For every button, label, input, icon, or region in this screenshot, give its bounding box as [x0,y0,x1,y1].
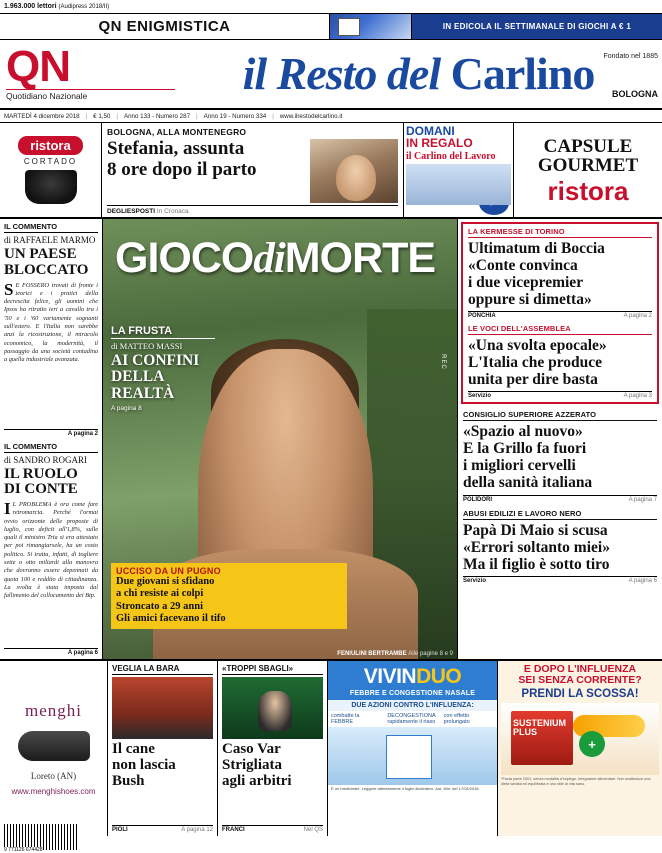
vivinduo-benefit-2: DECONGESTIONA rapidamente il naso [387,713,436,725]
bottom-story-2-line2: Strigliata [222,756,282,773]
right-story-3-line2: E la Grillo fa fuori [463,440,587,458]
right-story-1[interactable] [461,222,659,404]
right-story-3-page-ref[interactable]: A pagina 7 [628,496,657,503]
enigmistica-promo-bar [0,14,662,40]
summary-line3: Stroncato a 29 anni [116,600,204,612]
right-story-2-byline: Servizio [468,393,492,400]
right-story-1-kicker: LA KERMESSE DI TORINO [468,227,652,238]
bottom-story-1-byline: PIOLI [112,827,128,833]
vivinduo-benefits [328,711,497,727]
sustenium-brand-name: SUSTENIUM [513,718,567,729]
frusta-author: di MATTEO MASSI [111,341,183,351]
right-story-1-footer [468,311,652,319]
lead-headline-line2: 8 ore dopo il parto [107,158,257,180]
ristora-subbrand: CORTADO [23,157,78,166]
photo-credit-author: FENIULINI BERTRAMBE [337,651,407,657]
right-story-4[interactable] [458,506,662,587]
menghi-ad[interactable] [0,661,108,836]
bottom-story-1-photo [112,677,213,739]
lead-byline-section: In Cronaca [156,208,189,215]
lead-story-byline [107,205,398,215]
right-story-4-line2: «Errori soltanto miei» [463,538,610,556]
right-story-4-page-ref[interactable]: A pagina 6 [628,577,657,584]
qn-logo-text: QN [6,42,70,92]
frusta-page-ref[interactable]: A pagina 8 [111,404,142,412]
qn-logo-subtitle: Quotidiano Nazionale [6,89,175,101]
enigmistica-newsstand-note: IN EDICOLA IL SETTIMANALE DI GIOCHI A € 1 [412,14,662,39]
comment1-author: di RAFFAELE MARMO [4,235,96,245]
lead-story-kicker: BOLOGNA, ALLA MONTENEGRO [107,127,247,137]
ristora-brand: ristora [18,136,82,155]
summary-kicker: UCCISO DA UN PUGNO [116,565,221,576]
issue-number-local: Anno 19 - Numero 334 [203,112,267,120]
qn-logo [0,42,175,101]
vivinduo-brand-part2: DUO [416,665,462,688]
right-story-1-line4: oppure si dimetta» [468,291,592,309]
vivinduo-benefit-1: combatte la FEBBRE [331,713,360,725]
right-story-1-line1: Ultimatum di Boccia [468,240,605,257]
publication-date: MARTEDÌ 4 dicembre 2018 [4,112,80,120]
bottom-story-1-title [112,742,213,823]
bottom-story-2-line3: agli arbitri [222,772,292,789]
right-story-3-line3: i migliori cervelli [463,457,576,475]
right-story-2-kicker: LE VOCI DELL'ASSEMBLEA [468,324,652,335]
comment2-author: di SANDRO ROGARI [4,454,88,465]
capsule-ad-line2: GOURMET [537,154,639,176]
bottom-story-2-kicker: «TROPPI SBAGLI» [222,664,323,675]
edition-label: BOLOGNA [612,89,658,99]
summary-line1: Due giovani si sfidano [116,575,215,587]
summary-box[interactable] [111,563,347,629]
bottom-story-2-byline: FRANCI [222,827,245,833]
readers-count: 1.963.000 lettori (Audipress 2018/II) [4,3,110,10]
vivinduo-product-image [328,727,497,785]
info-bar [0,110,662,123]
right-story-2-line2: L'Italia che produce [468,354,603,372]
lead-story-head [107,139,398,203]
comment1-title-line2: BLOCCATO [4,261,89,278]
summary-line4: Gli amici facevano il tifo [116,613,226,625]
frusta-title [111,353,215,402]
domani-line2: IN REGALO [406,136,473,150]
masthead-title-wrap [175,48,662,99]
right-story-4-title [463,522,657,573]
right-story-2-title [468,337,652,388]
vivinduo-ad[interactable] [328,661,498,836]
infobar-sep-4: | [272,112,274,120]
sustenium-brand [513,719,566,737]
bottom-story-1-line3: Bush [112,772,145,789]
coffee-capsule-image [25,170,77,204]
photo-credit [337,651,453,657]
bottom-story-1-line2: non lascia [112,756,176,773]
comment1-dropcap: S [4,279,14,299]
main-headline-part3: MORTE [284,234,436,282]
bottom-row [0,661,662,836]
capsule-ad-brand: ristora [547,175,629,206]
bottom-story-2-footer [222,825,323,833]
photo-credit-pages[interactable]: Alle pagine 8 e 9 [408,651,453,657]
right-story-4-line3: Ma il figlio è sotto tiro [463,555,610,573]
comment2-page-ref[interactable]: A pagina 6 [4,648,98,656]
menghi-location: Loreto (AN) [30,771,77,781]
infobar-sep-1: | [85,112,88,120]
frusta-title-line3: REALTÀ [111,384,175,402]
comment2-text: L PROBLEMA è ora come fare retromarcia. Perché l'ormai ovvio orizzonte delle proposte di luglio, con deficit all'1,8%, sulle quali il ministro Tria si era attestato per poi rimangiarsele, ha un costo politico. Si tratta, infatti, di togliere sette o otto miliardi alla manovra che dovranno essere depennati da quota 100 e reddito di cittadinanza. La svolta è stata imposta dal fallimento del collocamento dei Btp. [4,501,98,600]
bottom-story-1-kicker: VEGLIA LA BARA [112,664,213,675]
comment1-label: IL COMMENTO [4,222,98,233]
bottom-story-1[interactable] [108,661,218,836]
center-main-photo-story[interactable] [103,219,458,659]
masthead-title-part1: il Resto del [242,48,441,99]
bottom-story-2[interactable] [218,661,328,836]
domani-supplement [406,151,511,162]
frusta-title-line2: DELLA [111,368,165,386]
domani-supplement-b: del Lavoro [449,151,496,162]
right-story-1-title [468,240,652,308]
masthead-title-part2: Carlino [450,48,595,99]
right-story-2-line1: «Una svolta epocale» [468,337,607,355]
frusta-title-line1: AI CONFINI [111,352,200,369]
sustenium-line3: PRENDI LA SCOSSA! [521,688,639,701]
sustenium-ad[interactable] [498,661,662,836]
right-story-1-page-ref[interactable]: A pagina 2 [623,313,652,320]
summary-line2: a chi resiste ai colpi [116,588,204,600]
sustenium-badge: + [579,731,605,757]
frusta-column[interactable] [111,325,215,412]
domani-people-photo [406,164,511,205]
right-story-1-line2: «Conte convinca [468,257,578,275]
lead-story-headline [107,139,305,203]
top-strip [0,0,662,14]
right-story-1-byline: PONCHIA [468,313,496,320]
right-story-4-byline: Servizio [463,577,487,584]
comment2-dropcap: I [4,499,11,518]
issue-number: Anno 133 - Numero 287 [123,112,191,120]
menghi-logo: menghi [25,701,82,720]
comment1-title-line1: UN PAESE [4,246,77,262]
masthead [0,40,662,110]
enigmistica-title: QN ENIGMISTICA [0,14,330,39]
main-body [0,219,662,661]
comment2-title-line1: IL RUOLO [4,465,78,482]
comment1-text: E FOSSERO trovati di fronte i teorici e i pratici della decrescita felice, gli uomini che Ipsos ha ritratto ieri a cavallo tra i '50 e i '60 variamente sognanti sull'estero. E l'Italia non sarebbe anzi la ricostruzione, il miracolo economico, la modernità, il passaggio da una società contadina a quella industriale avanzata. [4,281,98,364]
comment2-title [4,467,98,499]
comment1-page-ref[interactable]: A pagina 2 [4,429,98,437]
shoe-image [18,731,90,761]
page-title [175,48,662,99]
right-story-3-title [463,423,657,491]
frusta-label: LA FRUSTA [111,325,215,339]
infobar-sep-3: | [196,112,198,120]
right-story-1-line3: i due vicepremier [468,274,584,292]
barcode-number: 9 771126 674428 [4,847,43,853]
right-story-3-footer [463,495,657,503]
bottom-story-1-line1: Il cane [112,741,155,757]
comment2-body [4,501,98,646]
right-story-4-line1: Papà Di Maio si scusa [463,521,608,539]
ristora-ad-left[interactable] [0,123,102,217]
right-story-3[interactable] [458,407,662,505]
bottom-story-2-line1: Caso Var [222,741,281,757]
founded-note: Fondato nel 1885 [603,53,658,60]
domani-promo[interactable] [404,123,514,217]
bottom-story-1-footer [112,825,213,833]
vivinduo-banner: DUE AZIONI CONTRO L'INFLUENZA: [328,700,497,711]
vivinduo-subtitle: FEBBRE E CONGESTIONE NASALE [349,690,476,697]
comment2-label: IL COMMENTO [4,442,98,453]
sustenium-line1: E DOPO L'INFLUENZA [523,663,637,675]
vivinduo-brand [330,665,495,689]
promo-row [0,123,662,219]
bottom-story-2-photo [222,677,323,739]
left-column [0,219,103,659]
bottom-story-2-page-ref[interactable]: Nel QS [303,827,323,833]
right-story-2-footer [468,391,652,399]
main-headline-part1: GIOCO [115,234,254,282]
right-story-3-byline: POLIDORI [463,496,493,503]
cover-price: € 1,50 [93,112,111,120]
bottom-story-2-title [222,742,323,823]
sustenium-product-image [501,703,659,775]
sustenium-disclaimer: *Facta parte 2001, senza modalità d'impiego. Integratore alimentare. Non sostituisce una dieta variata ed equilibrata e uno stile di vita sano. [501,777,651,786]
sustenium-line2: SEI SENZA CORRENTE? [518,674,642,687]
rec-watermark: REC [440,354,447,370]
website-url[interactable]: www.ilrestodelcarlino.it [279,112,343,120]
summary-lines [116,576,342,626]
vivinduo-header [328,661,497,700]
right-story-3-line1: «Spazio al nuovo» [463,423,583,441]
lead-story-photo [310,139,398,203]
right-story-2-page-ref[interactable]: A pagina 3 [623,393,652,400]
capsule-gourmet-ad[interactable] [514,123,662,217]
bottom-story-1-page-ref[interactable]: A pagina 12 [181,827,213,833]
comment2-title-line2: DI CONTE [4,481,78,498]
main-headline-part2: di [253,235,285,282]
right-story-4-footer [463,576,657,584]
domani-line1: DOMANI [406,124,455,138]
capsule-ad-line1: CAPSULE [543,135,633,157]
comment1-title [4,247,98,279]
lead-story-top[interactable] [102,123,404,217]
comment1-body [4,279,98,427]
main-headline [115,234,436,282]
menghi-website[interactable]: www.menghishoes.com [11,787,96,796]
domani-supplement-a: il Carlino [406,151,447,162]
infobar-sep-2: | [116,112,118,120]
vivinduo-benefit-3: con effetto prolungato [443,713,470,725]
lead-headline-line1: Stefania, assunta [107,138,245,159]
right-story-3-line4: della sanità italiana [463,474,593,492]
vivinduo-brand-part1: VIVIN [363,665,417,688]
sustenium-brand-sub: PLUS [513,727,538,738]
enigmistica-cover-thumb [330,14,412,39]
vivinduo-disclaimer: È un medicinale. Leggere attentamente il foglio illustrativo. Aut. Min. del 17/04/2018 [331,786,479,791]
right-story-3-kicker: CONSIGLIO SUPERIORE AZZERATO [463,410,657,421]
lead-byline-author: DEGLIESPOSTI [107,208,156,215]
right-story-2-line3: unita per dire basta [468,371,598,389]
promo-right [404,123,662,217]
right-story-4-kicker: ABUSI EDILIZI E LAVORO NERO [463,509,657,520]
right-column [458,219,662,659]
